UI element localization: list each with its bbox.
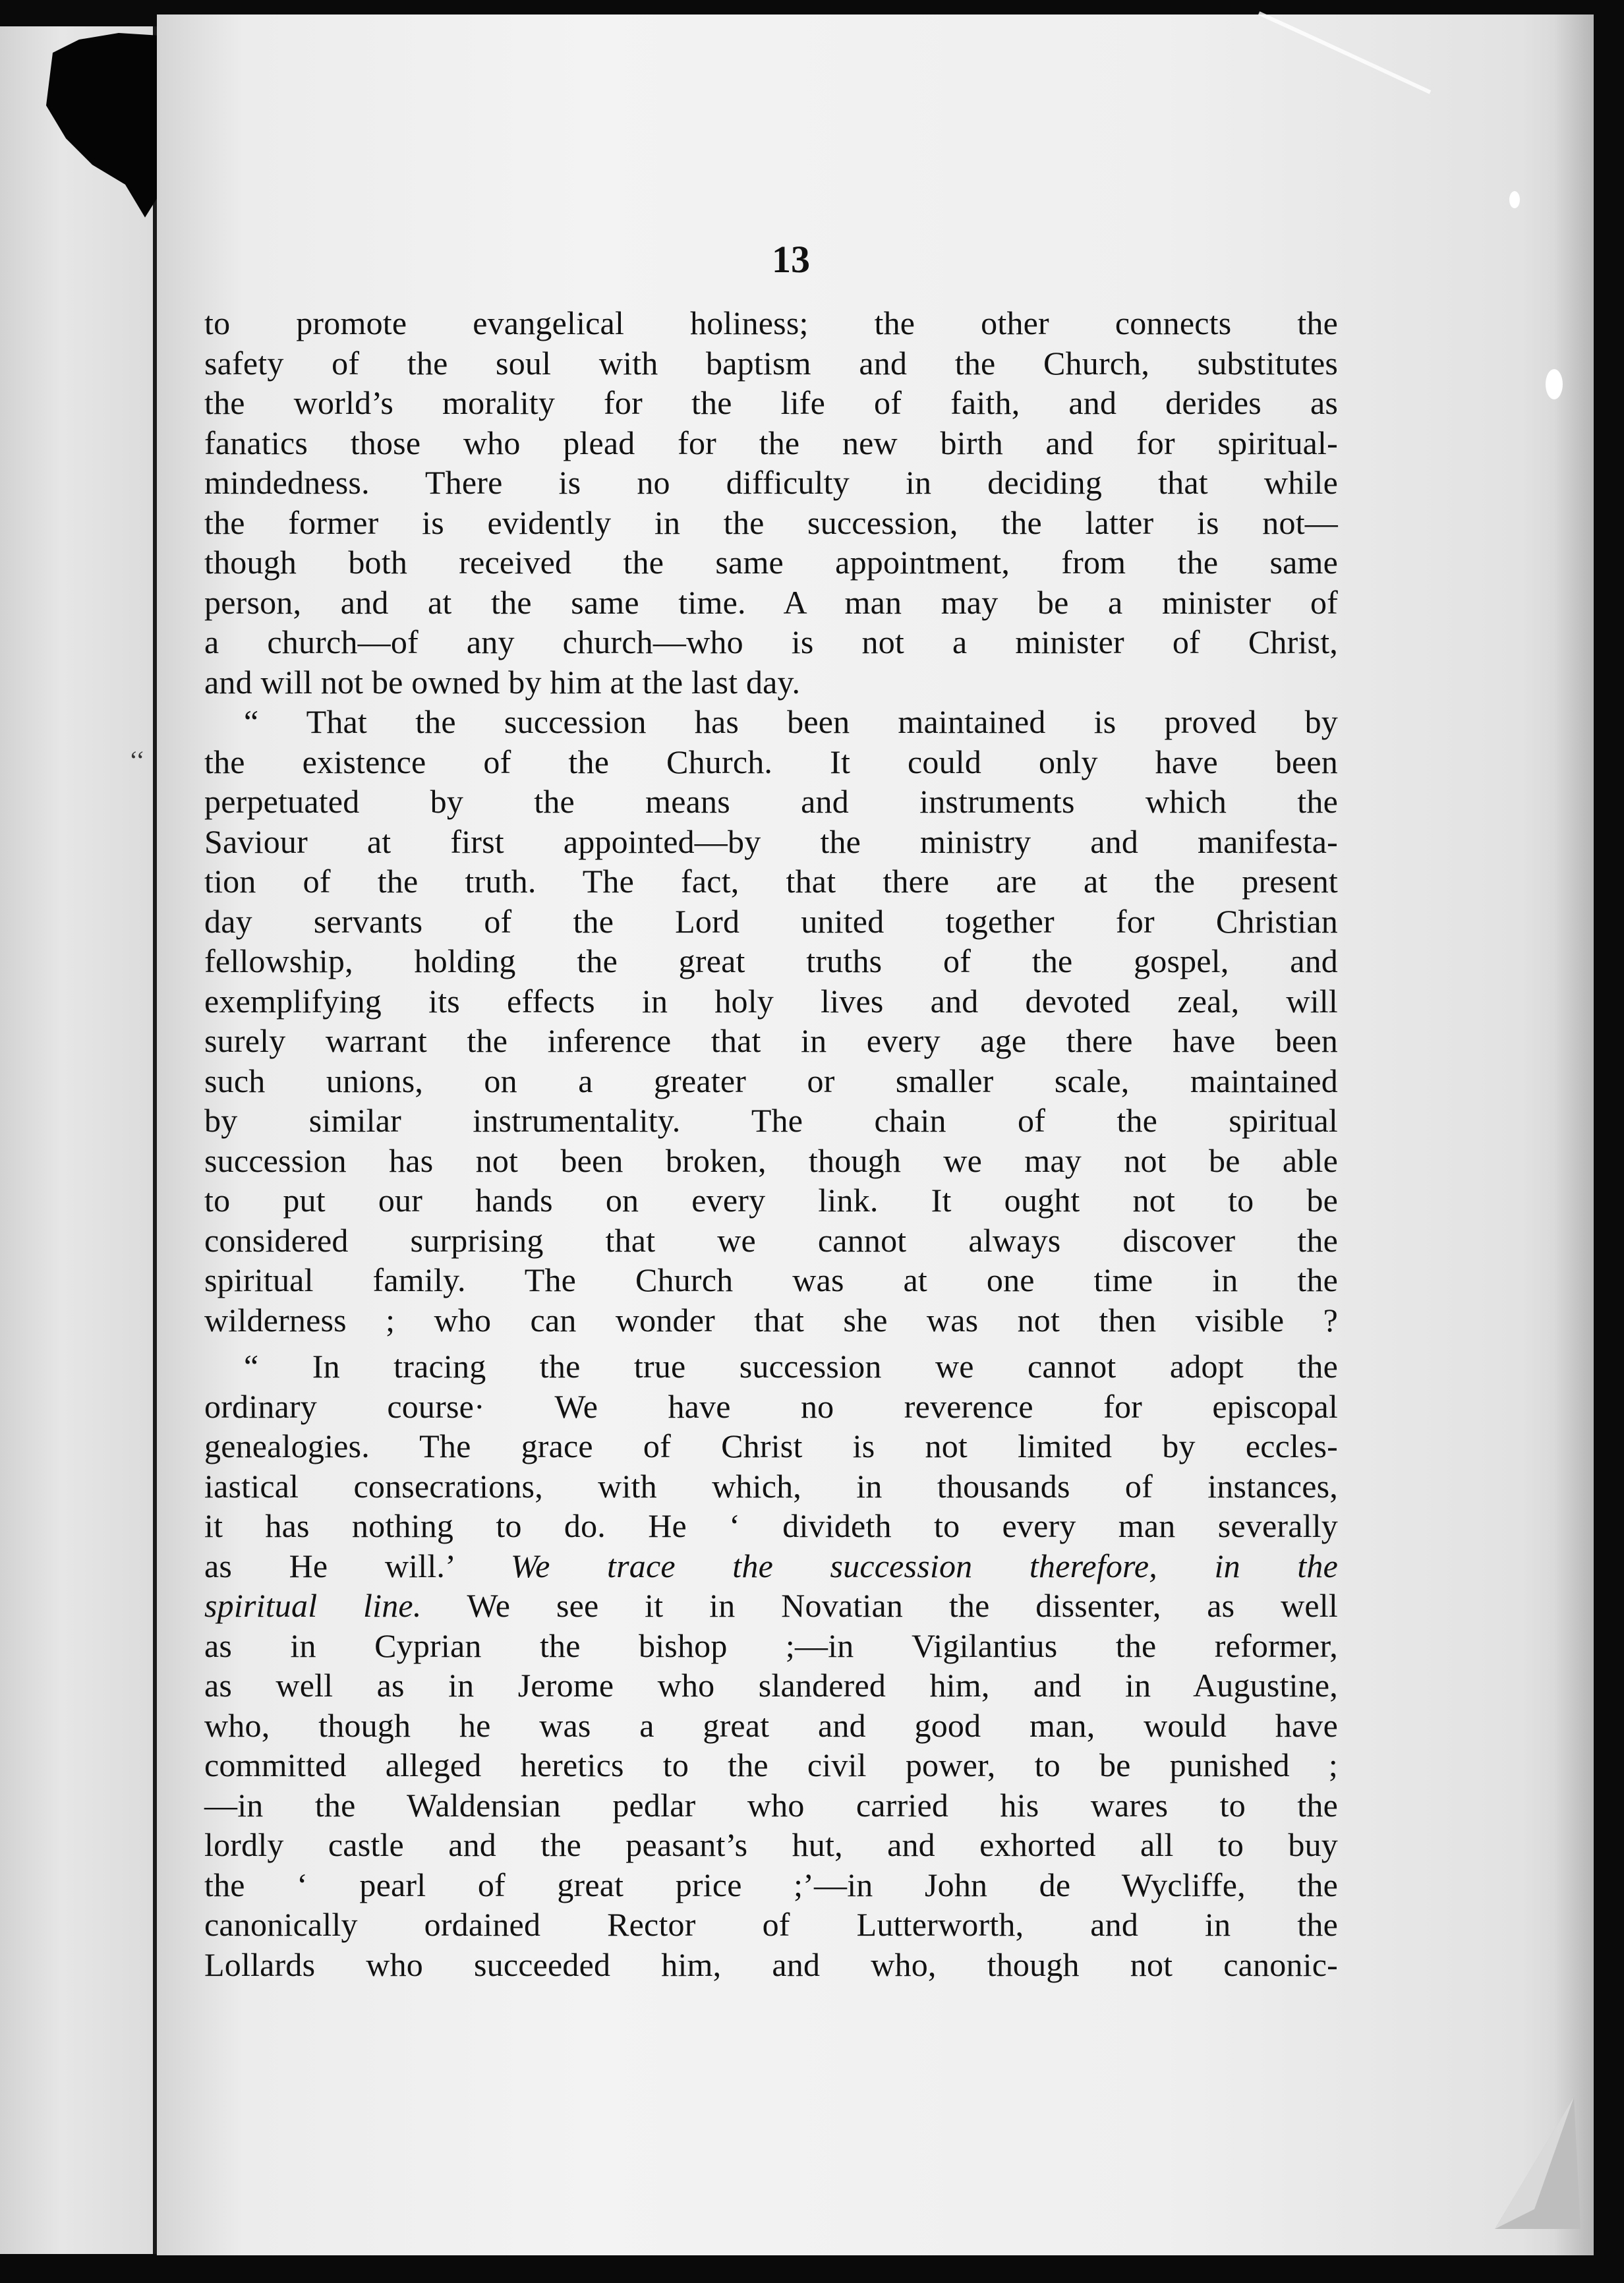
text-line: fanatics those who plead for the new birth and for spiritual- [204,424,1338,461]
text-line: considered surprising that we cannot always discover the [204,1221,1338,1259]
text-line: fellowship, holding the great truths of the gospel, and [204,942,1338,979]
scan-speck [1509,191,1520,208]
text-line: the world’s morality for the life of faith, and derides as [204,384,1338,421]
text-line: who, though he was a great and good man, would have [204,1706,1338,1744]
text-line: “ In tracing the true succession we cannot adopt the [244,1348,1338,1385]
text-line: the former is evidently in the succession, the latter is not— [204,504,1338,541]
text-line: tion of the truth. The fact, that there are at the present [204,863,1338,900]
text-line: mindedness. There is no difficulty in deciding that while [204,464,1338,501]
text-line: by similar instrumentality. The chain of the spiritual [204,1102,1338,1139]
text-line: Lollards who succeeded him, and who, though not canonic- [204,1946,1338,1983]
left-page-edge [0,26,157,2254]
text-line: a church—of any church—who is not a minister of Christ, [204,623,1338,660]
text-line: as in Cyprian the bishop ;—in Vigilantius the reformer, [204,1627,1338,1664]
paragraph-gap [204,1340,1338,1346]
text-line-mixed [204,1586,1338,1626]
text-line: wilderness ; who can wonder that she was not then visible ? [204,1301,1338,1339]
paragraph-1 [204,303,1338,702]
text-line: the existence of the Church. It could only have been [204,743,1338,780]
corner-fold [1495,2097,1580,2229]
text-line: the ‘ pearl of great price ;’—in John de Wycliffe, the [204,1866,1338,1903]
text-line: to put our hands on every link. It ought not to be [204,1182,1338,1219]
page-number: 13 [772,238,810,281]
text-line: person, and at the same time. A man may be a minister of [204,583,1338,621]
text-line: iastical consecrations, with which, in thousands of instances, [204,1467,1338,1505]
text-line: committed alleged heretics to the civil power, to be punished ; [204,1747,1338,1783]
text-line-mixed [204,1546,1338,1586]
text-line: Saviour at first appointed—by the ministry and manifesta- [204,823,1338,860]
italic-segment: We trace the succession therefore, in the [510,1547,1339,1584]
italic-segment: spiritual line. [204,1587,422,1624]
text-line: lordly castle and the peasant’s hut, and exhorted all to buy [204,1826,1338,1863]
page-shadow [1554,14,1594,2255]
text-line: to promote evangelical holiness; the other connects the [204,304,1338,341]
text-line: spiritual family. The Church was at one time in the [204,1261,1338,1298]
text-line: “ That the succession has been maintained is proved by [244,703,1338,740]
text-line: exemplifying its effects in holy lives and devoted zeal, will [204,982,1338,1020]
text-line: perpetuated by the means and instruments which the [204,783,1338,820]
text-line: canonically ordained Rector of Lutterworth, and in the [204,1906,1338,1943]
body-text [204,303,1338,1984]
margin-mark: ‘‘ [129,745,145,775]
scan-streak [1252,7,1437,99]
paragraph-2 [204,702,1338,1340]
text-line: ordinary course· We have no reverence for episcopal [204,1387,1338,1425]
text-line: genealogies. The grace of Christ is not limited by eccles- [204,1428,1338,1464]
text-segment: as He will.’ [204,1547,454,1584]
text-line: day servants of the Lord united together for Christian [204,902,1338,940]
text-line: as well as in Jerome who slandered him, and in Augustine, [204,1667,1338,1704]
text-line: succession has not been broken, though we may not be able [204,1142,1338,1179]
scan-speck [1546,369,1563,399]
paragraph-3 [204,1346,1338,1984]
text-segment: We see it in Novatian the dissenter, as well [467,1587,1338,1624]
text-line: it has nothing to do. He ‘ divideth to every man severally [204,1507,1338,1544]
text-line: safety of the soul with baptism and the Church, substitutes [204,344,1338,382]
text-line: and will not be owned by him at the last day. [204,663,801,701]
text-line: though both received the same appointment, from the same [204,544,1338,581]
text-line: surely warrant the inference that in every age there have been [204,1022,1338,1059]
text-line: —in the Waldensian pedlar who carried his wares to the [204,1786,1338,1824]
text-line: such unions, on a greater or smaller scale, maintained [204,1062,1338,1099]
